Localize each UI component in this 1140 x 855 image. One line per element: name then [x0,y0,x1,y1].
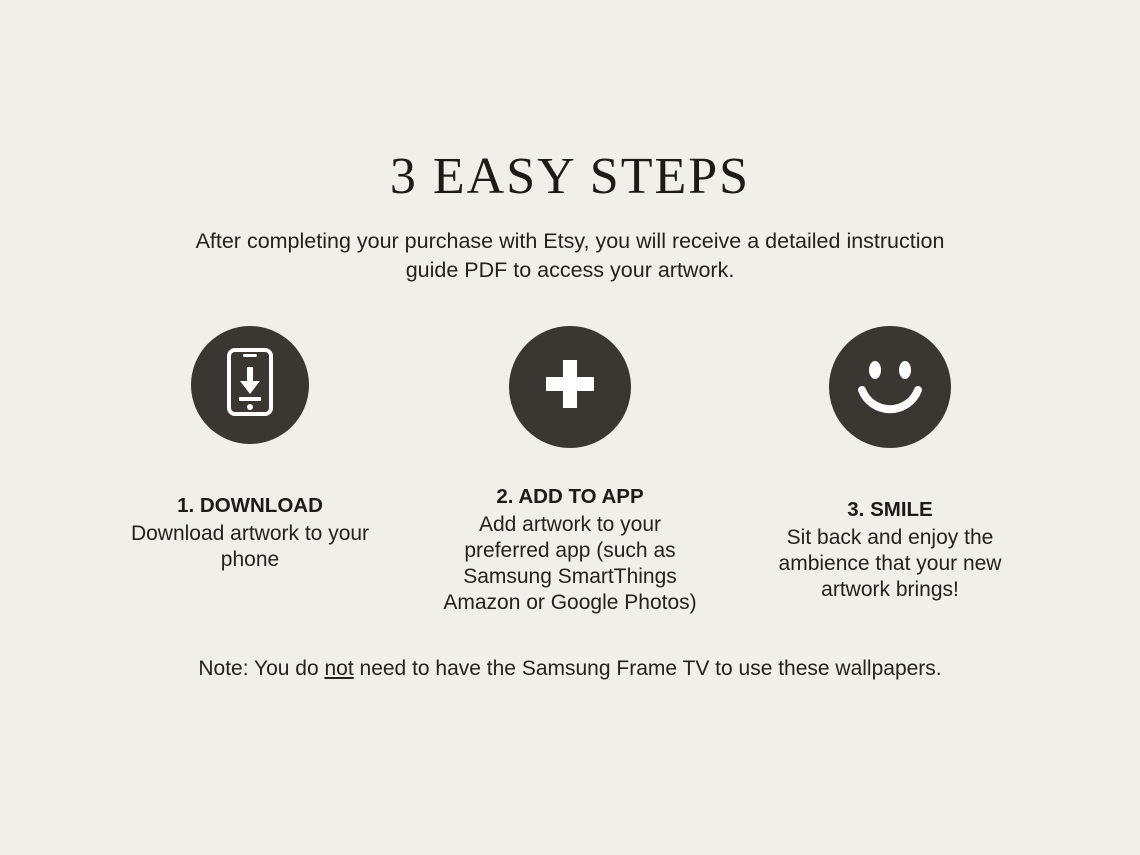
step-title: 3. SMILE [847,497,933,521]
smiley-face-icon [842,336,938,437]
step-icon-circle [191,326,309,444]
step-title: 2. ADD TO APP [496,484,644,508]
step-icon-circle [829,326,951,448]
note-prefix: Note: You do [198,656,325,680]
list-item [410,326,730,617]
plus-icon [539,353,601,420]
intro-text: After completing your purchase with Etsy, you will receive a detailed instruction guide PDF to access your artwork. [195,229,945,282]
phone-download-icon [223,348,277,421]
steps-list [0,326,1140,617]
step-description: Download artwork to your phone [130,521,370,571]
footer-note [0,657,1140,681]
list-item [730,326,1050,603]
page-title: 3 EASY STEPS [389,148,751,205]
step-description: Sit back and enjoy the ambience that your new artwork brings! [778,525,1002,602]
note-emphasis: not [324,656,354,680]
step-description: Add artwork to your preferred app (such as Samsung SmartThings Amazon or Google Photos) [443,512,697,615]
note-suffix: need to have the Samsung Frame TV to use these wallpapers. [353,656,942,680]
step-icon-circle [509,326,631,448]
step-title: 1. DOWNLOAD [177,493,323,517]
list-item [90,326,410,573]
